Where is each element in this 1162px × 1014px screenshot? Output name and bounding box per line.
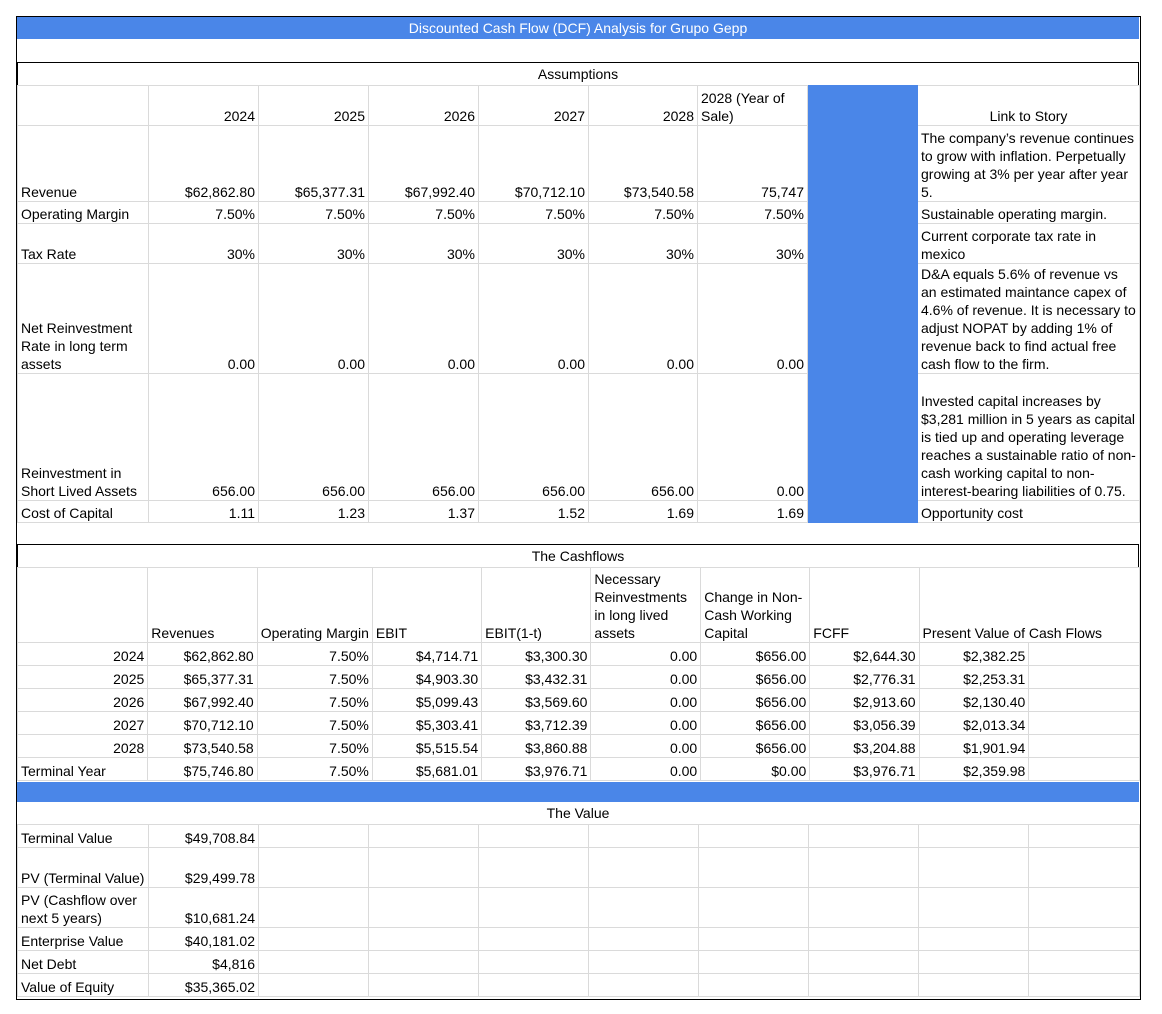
- table-row: [18, 712, 1140, 735]
- cell[interactable]: 1.69: [698, 501, 808, 523]
- column-header: EBIT: [372, 568, 481, 643]
- cell[interactable]: 7.50%: [698, 202, 808, 224]
- cashflows-table: [17, 567, 1140, 781]
- cell[interactable]: 656.00: [149, 374, 259, 501]
- cell[interactable]: $656.00: [701, 666, 810, 689]
- cell[interactable]: 30%: [369, 224, 479, 264]
- year-header: 2026: [369, 86, 479, 126]
- cell[interactable]: $2,776.31: [810, 666, 919, 689]
- cell[interactable]: 7.50%: [257, 735, 372, 758]
- table-row: [18, 735, 1140, 758]
- cell[interactable]: 1.11: [149, 501, 259, 523]
- blue-column-cell: [808, 501, 918, 523]
- empty-cell[interactable]: [1029, 848, 1140, 888]
- cell[interactable]: 0.00: [591, 689, 701, 712]
- cell[interactable]: $656.00: [701, 643, 810, 666]
- assumption-row: [18, 224, 1140, 264]
- row-label: PV (Cashflow over next 5 years): [18, 888, 149, 928]
- empty-cell[interactable]: [589, 825, 699, 848]
- row-label: Net Debt: [18, 951, 149, 974]
- cell[interactable]: $70,712.10: [148, 712, 257, 735]
- value-cell[interactable]: $29,499.78: [149, 848, 259, 888]
- cell[interactable]: $2,253.31: [919, 666, 1029, 689]
- year-header: 2028 (Year of Sale): [698, 86, 808, 126]
- column-header: Operating Margin: [257, 568, 372, 643]
- cell[interactable]: 7.50%: [259, 202, 369, 224]
- empty-cell[interactable]: [919, 951, 1029, 974]
- cell[interactable]: 0.00: [479, 264, 589, 374]
- cell[interactable]: 30%: [698, 224, 808, 264]
- cell[interactable]: $2,913.60: [810, 689, 919, 712]
- cell[interactable]: $70,712.10: [479, 126, 589, 202]
- cell[interactable]: 0.00: [698, 264, 808, 374]
- row-label: Cost of Capital: [18, 501, 149, 523]
- cell[interactable]: $73,540.58: [148, 735, 257, 758]
- cell[interactable]: 7.50%: [369, 202, 479, 224]
- cell[interactable]: $3,976.71: [482, 758, 591, 781]
- value-row: [18, 848, 1140, 888]
- empty-cell[interactable]: [1029, 712, 1140, 735]
- empty-cell[interactable]: [1029, 951, 1140, 974]
- assumptions-section-label: Assumptions: [17, 62, 1139, 86]
- cell[interactable]: 656.00: [479, 374, 589, 501]
- blue-column-cell: [808, 374, 918, 501]
- row-label: Value of Equity: [18, 974, 149, 997]
- value-row: [18, 928, 1140, 951]
- row-label: Net Reinvestment Rate in long term assets: [18, 264, 149, 374]
- cell[interactable]: $0.00: [701, 758, 810, 781]
- cell[interactable]: $5,099.43: [372, 689, 481, 712]
- corner-cell: [18, 568, 148, 643]
- empty-cell[interactable]: [259, 974, 369, 997]
- cell[interactable]: 0.00: [369, 264, 479, 374]
- column-header: EBIT(1-t): [482, 568, 591, 643]
- blue-column-cell: [808, 126, 918, 202]
- empty-cell[interactable]: [919, 928, 1029, 951]
- cell[interactable]: 0.00: [591, 643, 701, 666]
- empty-cell[interactable]: [809, 928, 919, 951]
- cell[interactable]: 0.00: [589, 264, 698, 374]
- empty-cell[interactable]: [369, 848, 479, 888]
- empty-cell[interactable]: [479, 825, 589, 848]
- empty-cell[interactable]: [699, 951, 809, 974]
- empty-cell[interactable]: [1029, 974, 1140, 997]
- cell[interactable]: 0.00: [259, 264, 369, 374]
- cell[interactable]: 656.00: [369, 374, 479, 501]
- story-cell[interactable]: The company’s revenue continues to grow with inflation. Perpetually growing at 3% per year after year 5.: [918, 126, 1140, 202]
- cashflows-header-row: [18, 568, 1140, 643]
- year-cell: 2026: [18, 689, 148, 712]
- cell[interactable]: 30%: [259, 224, 369, 264]
- cell[interactable]: 7.50%: [589, 202, 698, 224]
- cell[interactable]: $2,130.40: [919, 689, 1029, 712]
- assumptions-header-row: [18, 86, 1140, 126]
- assumption-row: [18, 374, 1140, 501]
- empty-cell[interactable]: [369, 951, 479, 974]
- empty-cell[interactable]: [479, 888, 589, 928]
- cell[interactable]: 7.50%: [257, 758, 372, 781]
- cell[interactable]: 1.37: [369, 501, 479, 523]
- year-header: 2027: [479, 86, 589, 126]
- cell[interactable]: 7.50%: [257, 712, 372, 735]
- empty-cell[interactable]: [369, 888, 479, 928]
- empty-cell[interactable]: [1029, 666, 1140, 689]
- value-section-label: The Value: [546, 805, 610, 821]
- cell[interactable]: 30%: [479, 224, 589, 264]
- value-row: [18, 888, 1140, 928]
- cell[interactable]: $656.00: [701, 735, 810, 758]
- cell[interactable]: $1,901.94: [919, 735, 1029, 758]
- value-cell[interactable]: $40,181.02: [149, 928, 259, 951]
- row-label: Operating Margin: [18, 202, 149, 224]
- empty-cell[interactable]: [369, 928, 479, 951]
- value-cell[interactable]: $35,365.02: [149, 974, 259, 997]
- empty-cell[interactable]: [699, 825, 809, 848]
- story-cell[interactable]: Opportunity cost: [918, 501, 1140, 523]
- table-row: [18, 666, 1140, 689]
- assumption-row: [18, 264, 1140, 374]
- empty-cell[interactable]: [699, 888, 809, 928]
- row-label: Enterprise Value: [18, 928, 149, 951]
- empty-cell[interactable]: [259, 825, 369, 848]
- value-cell[interactable]: $4,816: [149, 951, 259, 974]
- year-header: 2024: [149, 86, 259, 126]
- blue-column-cell: [808, 202, 918, 224]
- blue-separator-row: [17, 782, 1139, 802]
- cell[interactable]: $656.00: [701, 689, 810, 712]
- cell[interactable]: 0.00: [591, 758, 701, 781]
- cell[interactable]: $4,903.30: [372, 666, 481, 689]
- empty-cell[interactable]: [589, 888, 699, 928]
- cell[interactable]: $65,377.31: [148, 666, 257, 689]
- cell[interactable]: $3,204.88: [810, 735, 919, 758]
- blue-column-cell: [808, 86, 918, 126]
- cell[interactable]: $3,569.60: [482, 689, 591, 712]
- empty-cell[interactable]: [809, 951, 919, 974]
- empty-cell[interactable]: [589, 928, 699, 951]
- empty-cell[interactable]: [479, 928, 589, 951]
- empty-cell[interactable]: [699, 974, 809, 997]
- empty-cell[interactable]: [919, 825, 1029, 848]
- year-header: 2025: [259, 86, 369, 126]
- assumption-row: [18, 501, 1140, 523]
- empty-cell[interactable]: [479, 951, 589, 974]
- cell[interactable]: 7.50%: [257, 689, 372, 712]
- cell[interactable]: 75,747: [698, 126, 808, 202]
- cell[interactable]: $2,644.30: [810, 643, 919, 666]
- cell[interactable]: 0.00: [591, 666, 701, 689]
- empty-cell[interactable]: [1029, 689, 1140, 712]
- story-cell[interactable]: Current corporate tax rate in mexico: [918, 224, 1140, 264]
- column-header: Present Value of Cash Flows: [919, 568, 1139, 643]
- cell[interactable]: $2,013.34: [919, 712, 1029, 735]
- empty-cell[interactable]: [1029, 643, 1140, 666]
- cell[interactable]: 656.00: [589, 374, 698, 501]
- cell[interactable]: $3,712.39: [482, 712, 591, 735]
- cell[interactable]: $67,992.40: [148, 689, 257, 712]
- table-row: [18, 643, 1140, 666]
- empty-cell[interactable]: [259, 928, 369, 951]
- empty-cell[interactable]: [259, 848, 369, 888]
- value-row: [18, 974, 1140, 997]
- empty-cell[interactable]: [1029, 758, 1140, 781]
- cell[interactable]: $73,540.58: [589, 126, 698, 202]
- empty-cell[interactable]: [479, 848, 589, 888]
- cell[interactable]: $67,992.40: [369, 126, 479, 202]
- empty-cell[interactable]: [919, 848, 1029, 888]
- column-header: FCFF: [810, 568, 919, 643]
- cell[interactable]: $3,432.31: [482, 666, 591, 689]
- cell[interactable]: $4,714.71: [372, 643, 481, 666]
- cell[interactable]: $5,681.01: [372, 758, 481, 781]
- cell[interactable]: $62,862.80: [148, 643, 257, 666]
- empty-cell[interactable]: [1029, 928, 1140, 951]
- story-cell[interactable]: Sustainable operating margin.: [918, 202, 1140, 224]
- empty-cell[interactable]: [809, 848, 919, 888]
- row-label: Terminal Value: [18, 825, 149, 848]
- row-label: Revenue: [18, 126, 149, 202]
- cell[interactable]: 656.00: [259, 374, 369, 501]
- row-label: Reinvestment in Short Lived Assets: [18, 374, 149, 501]
- cell[interactable]: 7.50%: [149, 202, 259, 224]
- empty-cell[interactable]: [809, 888, 919, 928]
- empty-cell[interactable]: [809, 974, 919, 997]
- year-cell: 2024: [18, 643, 148, 666]
- empty-cell[interactable]: [259, 951, 369, 974]
- empty-cell[interactable]: [809, 825, 919, 848]
- empty-cell[interactable]: [369, 974, 479, 997]
- cell[interactable]: 1.52: [479, 501, 589, 523]
- blue-column-cell: [808, 264, 918, 374]
- cell[interactable]: $5,303.41: [372, 712, 481, 735]
- cell[interactable]: 7.50%: [257, 666, 372, 689]
- year-cell: 2027: [18, 712, 148, 735]
- column-header: Necessary Reinvestments in long lived assets: [591, 568, 701, 643]
- empty-cell[interactable]: [589, 848, 699, 888]
- year-cell: 2028: [18, 735, 148, 758]
- story-cell[interactable]: Invested capital increases by $3,281 million in 5 years as capital is tied up and operating leverage reaches a sustainable ratio of non-cash working capital to non-interest-bearing liabilities of 0.75.: [918, 374, 1140, 501]
- value-row: [18, 825, 1140, 848]
- value-table: [17, 824, 1140, 997]
- empty-cell[interactable]: [1029, 735, 1140, 758]
- empty-cell[interactable]: [1029, 888, 1140, 928]
- empty-cell[interactable]: [259, 888, 369, 928]
- empty-cell[interactable]: [589, 974, 699, 997]
- column-header: Change in Non-Cash Working Capital: [701, 568, 810, 643]
- value-cell[interactable]: $49,708.84: [149, 825, 259, 848]
- cell[interactable]: $62,862.80: [149, 126, 259, 202]
- cell[interactable]: 0.00: [698, 374, 808, 501]
- cell[interactable]: 0.00: [591, 712, 701, 735]
- cell[interactable]: 7.50%: [479, 202, 589, 224]
- corner-cell: [18, 86, 149, 126]
- column-header: Revenues: [148, 568, 257, 643]
- table-row: [18, 758, 1140, 781]
- story-cell[interactable]: D&A equals 5.6% of revenue vs an estimated maintance capex of 4.6% of revenue. It is necessary to adjust NOPAT by adding 1% of revenue back to find actual free cash flow to the firm.: [918, 264, 1140, 374]
- cell[interactable]: $75,746.80: [148, 758, 257, 781]
- cell[interactable]: $3,976.71: [810, 758, 919, 781]
- year-header: 2028: [589, 86, 698, 126]
- cell[interactable]: $2,359.98: [919, 758, 1029, 781]
- sheet-title: Discounted Cash Flow (DCF) Analysis for Grupo Gepp: [17, 17, 1139, 39]
- empty-cell[interactable]: [479, 974, 589, 997]
- cell[interactable]: $3,056.39: [810, 712, 919, 735]
- assumption-row: [18, 126, 1140, 202]
- empty-cell[interactable]: [919, 974, 1029, 997]
- cell[interactable]: 30%: [589, 224, 698, 264]
- table-row: [18, 689, 1140, 712]
- spreadsheet: [16, 16, 1141, 1000]
- blue-column-cell: [808, 224, 918, 264]
- cell[interactable]: 7.50%: [257, 643, 372, 666]
- cell[interactable]: $3,300.30: [482, 643, 591, 666]
- empty-cell[interactable]: [1029, 825, 1140, 848]
- cell[interactable]: 0.00: [591, 735, 701, 758]
- empty-cell[interactable]: [699, 928, 809, 951]
- cell[interactable]: 1.23: [259, 501, 369, 523]
- cell[interactable]: 30%: [149, 224, 259, 264]
- assumptions-table: [17, 85, 1140, 523]
- assumption-row: [18, 202, 1140, 224]
- cashflows-section-label: The Cashflows: [17, 544, 1139, 568]
- year-cell: 2025: [18, 666, 148, 689]
- cell[interactable]: $2,382.25: [919, 643, 1029, 666]
- cell[interactable]: $65,377.31: [259, 126, 369, 202]
- empty-cell[interactable]: [699, 848, 809, 888]
- cell[interactable]: 0.00: [149, 264, 259, 374]
- value-row: [18, 951, 1140, 974]
- cell[interactable]: $3,860.88: [482, 735, 591, 758]
- year-cell: Terminal Year: [18, 758, 148, 781]
- cell[interactable]: $656.00: [701, 712, 810, 735]
- row-label: Tax Rate: [18, 224, 149, 264]
- empty-cell[interactable]: [919, 888, 1029, 928]
- row-label: PV (Terminal Value): [18, 848, 149, 888]
- empty-cell[interactable]: [589, 951, 699, 974]
- cell[interactable]: $5,515.54: [372, 735, 481, 758]
- story-header: Link to Story: [918, 86, 1140, 126]
- value-cell[interactable]: $10,681.24: [149, 888, 259, 928]
- cell[interactable]: 1.69: [589, 501, 698, 523]
- empty-cell[interactable]: [369, 825, 479, 848]
- blank-row: [17, 39, 1139, 63]
